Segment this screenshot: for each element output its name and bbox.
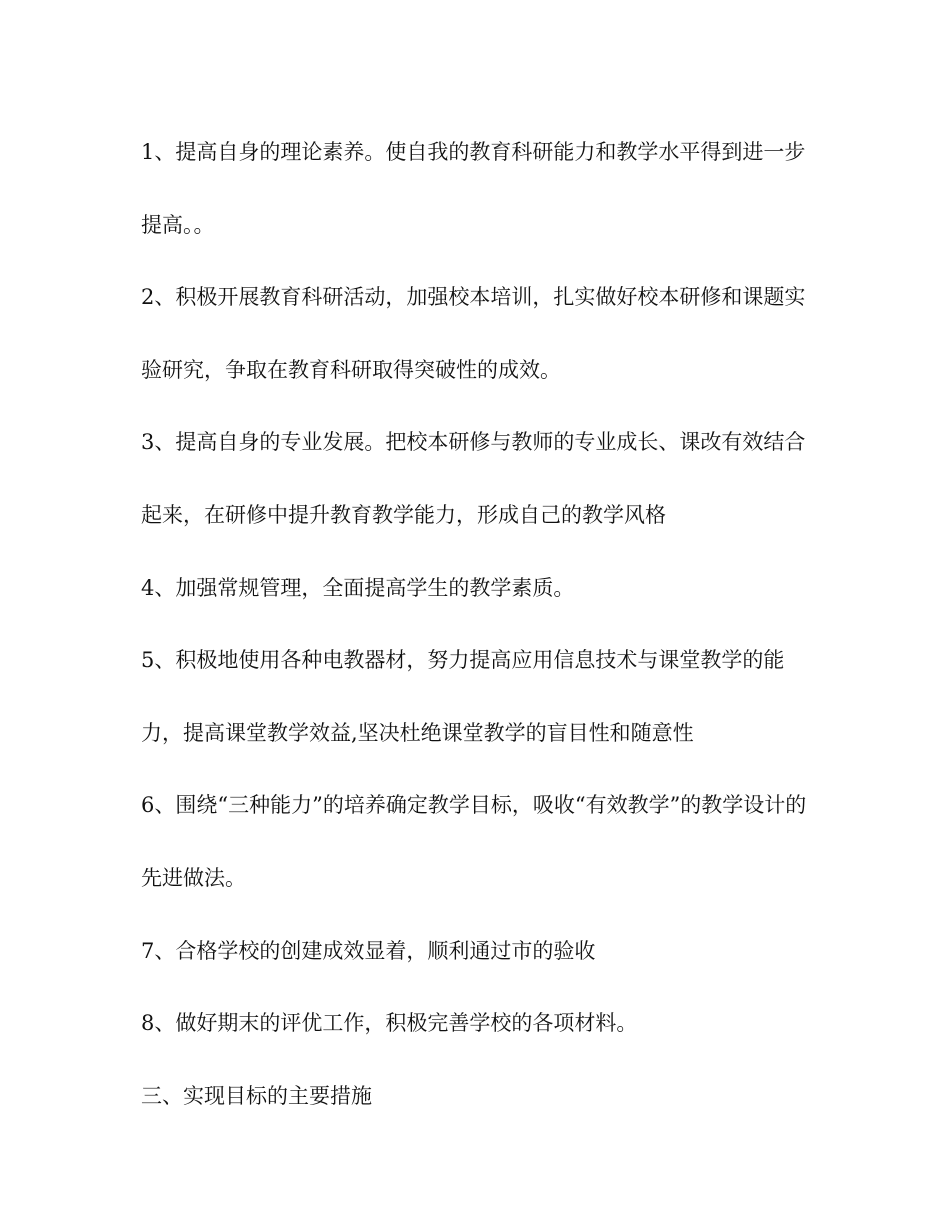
paragraph-1: 1、提高自身的理论素养。使自我的教育科研能力和教学水平得到进一步提高。。 [141,140,806,237]
paragraph-6: 6、围绕“三种能力”的培养确定教学目标，吸收“有效教学”的教学设计的先进做法。 [141,793,807,890]
paragraph-7: 7、合格学校的创建成效显着，顺利通过市的验收 [141,938,596,963]
paragraph-3: 3、提高自身的专业发展。把校本研修与教师的专业成长、课改有效结合起来，在研修中提升教育教学能力，形成自己的教学风格 [141,430,806,527]
paragraph-2: 2、积极开展教育科研活动，加强校本培训，扎实做好校本研修和课题实验研究，争取在教育科研取得突破性的成效。 [141,285,806,382]
section-heading: 三、实现目标的主要措施 [141,1083,372,1108]
document-body [141,116,811,1132]
paragraph-8: 8、做好期末的评优工作，积极完善学校的各项材料。 [141,1011,638,1036]
paragraph-4: 4、加强常规管理，全面提高学生的教学素质。 [141,575,575,600]
paragraph-5: 5、积极地使用各种电教器材，努力提高应用信息技术与课堂教学的能力，提高课堂教学效益,坚决杜绝课堂教学的盲目性和随意性 [141,648,785,745]
